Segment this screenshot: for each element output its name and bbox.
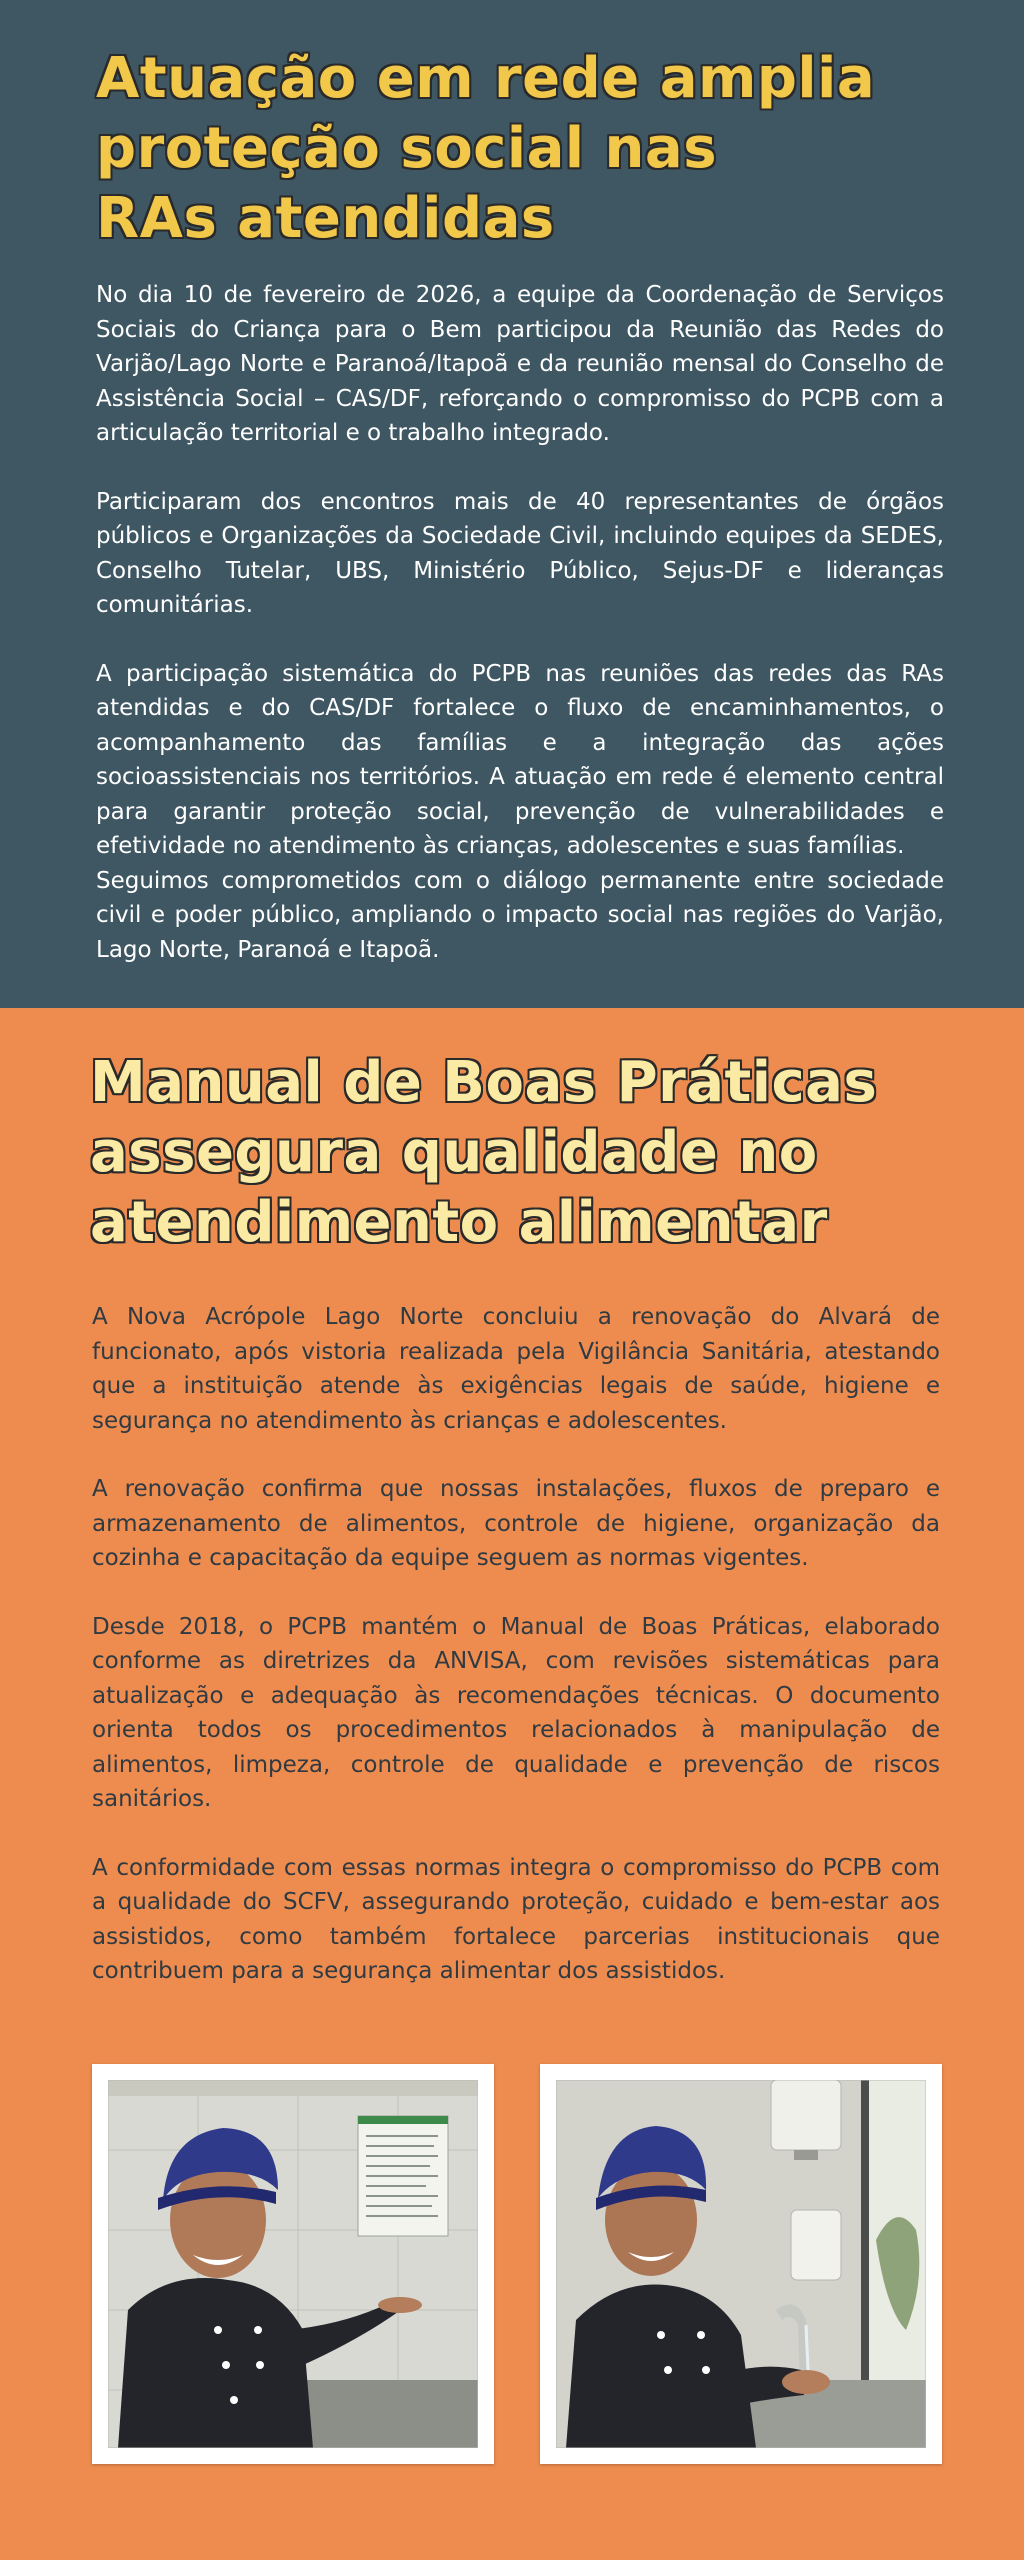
section1-title-line: proteção social nas <box>96 116 718 181</box>
section1-paragraph: Seguimos comprometidos com o diálogo permanente entre sociedade civil e poder público, ampliando o impacto social nas regiões do Varjão, Lago Norte, Paranoá e Itapoã. <box>96 867 944 963</box>
section1-body <box>96 278 944 1001</box>
section2-paragraph: Desde 2018, o PCPB mantém o Manual de Boas Práticas, elaborado conforme as diretrizes da ANVISA, com revisões sistemáticas para atualização e adequação às recomendações técnicas. O documento orienta todos os procedimentos relacionados à manipulação de alimentos, limpeza, controle de qualidade e prevenção de riscos sanitários. <box>92 1613 940 1812</box>
section2-title-line: Manual de Boas Práticas <box>90 1050 878 1115</box>
section1-title-line: RAs atendidas <box>96 186 555 251</box>
photo-cook-handwashing-image <box>556 2080 926 2448</box>
section1-paragraph: No dia 10 de fevereiro de 2026, a equipe da Coordenação de Serviços Sociais do Criança para o Bem participou da Reunião das Redes do Varjão/Lago Norte e Paranoá/Itapoã e da reunião mensal do Conselho de Assistência Social – CAS/DF, reforçando o compromisso do PCPB com a articulação territorial e o trabalho integrado. <box>96 282 944 446</box>
section1-paragraph: Participaram dos encontros mais de 40 representantes de órgãos públicos e Organizações da Sociedade Civil, incluindo equipes da SEDES, Conselho Tutelar, UBS, Ministério Público, Sejus-DF e lideranças comunitárias. <box>96 488 944 618</box>
section2-paragraph: A Nova Acrópole Lago Norte concluiu a renovação do Alvará de funcionato, após vistoria realizada pela Vigilância Sanitária, atestando que a instituição atende às exigências legais de saúde, higiene e segurança no atendimento às crianças e adolescentes. <box>92 1304 940 1434</box>
section2-paragraph: A conformidade com essas normas integra o compromisso do PCPB com a qualidade do SCFV, assegurando proteção, cuidado e bem-estar aos assistidos, como também fortalece parcerias institucionais que contribuem para a segurança alimentar dos assistidos. <box>92 1854 940 1984</box>
section1-title-line: Atuação em rede amplia <box>96 46 876 111</box>
section2-title-line: assegura qualidade no <box>90 1120 818 1185</box>
section2-title <box>90 1048 970 1258</box>
section2-body <box>92 1300 940 2023</box>
photo-cook-handwashing <box>540 2064 942 2464</box>
section1-paragraph: A participação sistemática do PCPB nas reuniões das redes das RAs atendidas e do CAS/DF fortalece o fluxo de encaminhamentos, o acompanhamento das famílias e a integração das ações socioassistenciais nos territórios. A atuação em rede é elemento central para garantir proteção social, prevenção de vulnerabilidades e efetividade no atendimento às crianças, adolescentes e suas famílias. <box>96 660 944 859</box>
section1-title <box>96 44 956 254</box>
section2-title-line: atendimento alimentar <box>90 1190 828 1255</box>
photo-cook-pointing-image <box>108 2080 478 2448</box>
section2-paragraph: A renovação confirma que nossas instalações, fluxos de preparo e armazenamento de alimentos, controle de higiene, organização da cozinha e capacitação da equipe seguem as normas vigentes. <box>92 1476 940 1571</box>
photo-cook-pointing <box>92 2064 494 2464</box>
section-network-action <box>0 0 1024 1008</box>
